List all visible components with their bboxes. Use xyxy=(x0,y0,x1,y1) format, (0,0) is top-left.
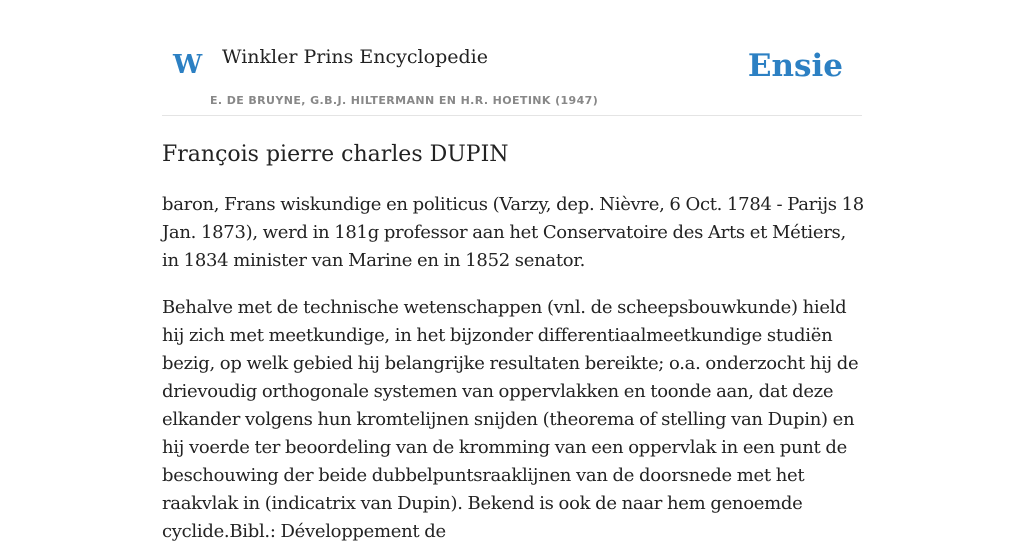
article-paragraph: Behalve met de technische wetenschappen (vnl. de scheepsbouwkunde) hield hij zich met meetkundige, in het bijzonder differentiaalmeetkundige studiën bezig, op welk gebied hij belangrijke resultaten bereikte; o.a. onderzocht hij de drievoudig orthogonale systemen van oppervlakken en toonde aan, dat deze elkander volgens hun kromtelijnen snijden (theorema of stelling van Dupin) en hij voerde ter beoordeling van de kromming van een oppervlak in een punt de beschouwing der beide dubbelpuntsraaklijnen van de doorsnede met het raakvlak in (indicatrix van Dupin). Bekend is ook de naar hem genoemde cyclide.Bibl.: Développement de xyxy=(162,297,859,542)
ensie-logo[interactable]: Ensie xyxy=(747,48,843,84)
winkler-prins-logo-icon[interactable]: W xyxy=(173,50,203,80)
article-paragraph: baron, Frans wiskundige en politicus (Varzy, dep. Nièvre, 6 Oct. 1784 - Parijs 18 Jan. 1873), werd in 181g professor aan het Conservatoire des Arts et Métiers, in 1834 minister van Marine en in 1852 senator. xyxy=(162,194,864,271)
article xyxy=(162,138,867,546)
authors-line: E. DE BRUYNE, G.B.J. HILTERMANN EN H.R. HOETINK (1947) xyxy=(210,94,599,107)
site-header xyxy=(162,40,862,116)
article-title: François pierre charles DUPIN xyxy=(162,142,509,167)
site-title[interactable]: Winkler Prins Encyclopedie xyxy=(222,46,488,68)
